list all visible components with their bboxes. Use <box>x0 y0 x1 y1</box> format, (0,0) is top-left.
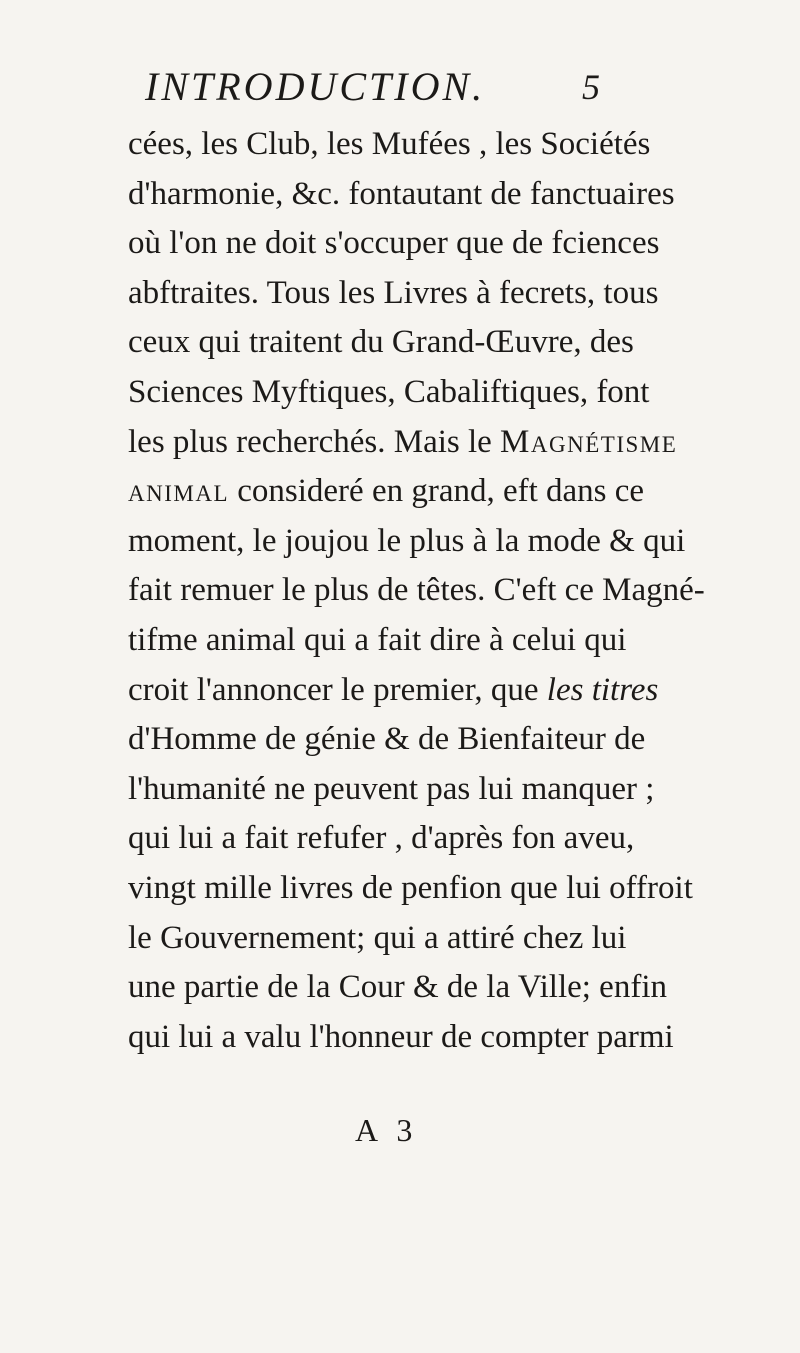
page-number: 5 <box>582 67 600 107</box>
small-caps-term: Magnétisme <box>500 423 678 460</box>
running-title: INTRODUCTION. <box>145 64 486 109</box>
text-line: où l'on ne doit s'occuper que de fciences <box>128 225 660 262</box>
running-head <box>145 64 600 110</box>
italic-fragment: les titres <box>546 671 659 708</box>
text-line-italic: d'Homme de génie & de Bienfaiteur de <box>128 721 646 758</box>
text-line: qui lui a valu l'honneur de compter parmi <box>128 1018 674 1055</box>
text-line <box>128 666 659 716</box>
text-line <box>128 467 645 517</box>
body-text <box>128 120 705 1062</box>
text-fragment: consideré en grand, eft dans ce <box>237 473 645 510</box>
text-line: moment, le joujou le plus à la mode & qui <box>128 522 686 559</box>
text-line: abftraites. Tous les Livres à fecrets, tous <box>128 274 659 311</box>
text-line: ceux qui traitent du Grand-Œuvre, des <box>128 324 634 361</box>
small-caps-term: animal <box>128 473 229 510</box>
text-line: cées, les Club, les Mufées , les Sociétés <box>128 126 651 162</box>
signature-mark: A 3 <box>355 1112 419 1148</box>
text-line <box>128 418 678 468</box>
text-line: fait remuer le plus de têtes. C'eft ce Magné- <box>128 572 705 609</box>
text-fragment: croit l'annoncer le premier, que <box>128 671 547 708</box>
text-line: le Gouvernement; qui a attiré chez lui <box>128 919 627 956</box>
text-line: tifme animal qui a fait dire à celui qui <box>128 621 627 658</box>
text-line: Sciences Myftiques, Cabaliftiques, font <box>128 373 650 410</box>
text-line: vingt mille livres de penfion que lui offroit <box>128 869 693 906</box>
text-line-italic: l'humanité ne peuvent pas lui manquer ; <box>128 770 655 807</box>
text-line: d'harmonie, &c. fontautant de fanctuaires <box>128 175 675 212</box>
text-line: qui lui a fait refufer , d'après fon aveu, <box>128 820 635 857</box>
text-line: une partie de la Cour & de la Ville; enfin <box>128 969 667 1006</box>
text-fragment: les plus recherchés. Mais le <box>128 423 501 460</box>
